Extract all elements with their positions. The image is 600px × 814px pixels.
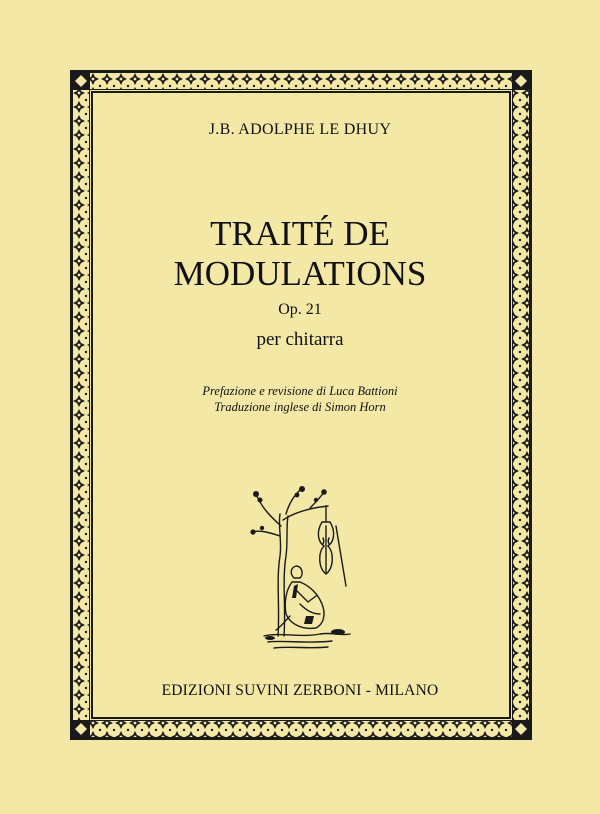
- credit-preface: Prefazione e revisione di Luca Battioni: [202, 384, 398, 398]
- credit-translation: Traduzione inglese di Simon Horn: [214, 400, 386, 414]
- title-line-2: MODULATIONS: [173, 254, 427, 293]
- author-name: J.B. ADOLPHE LE DHUY: [208, 121, 392, 138]
- publisher-name: EDIZIONI SUVINI ZERBONI - MILANO: [161, 682, 439, 699]
- musician-under-tree-icon: [250, 486, 360, 652]
- opus-number: Op. 21: [278, 301, 322, 318]
- title-line-1: TRAITÉ DE: [210, 214, 390, 253]
- credits: [0, 383, 600, 415]
- book-title: [0, 214, 600, 294]
- instrument-label: per chitarra: [256, 329, 344, 350]
